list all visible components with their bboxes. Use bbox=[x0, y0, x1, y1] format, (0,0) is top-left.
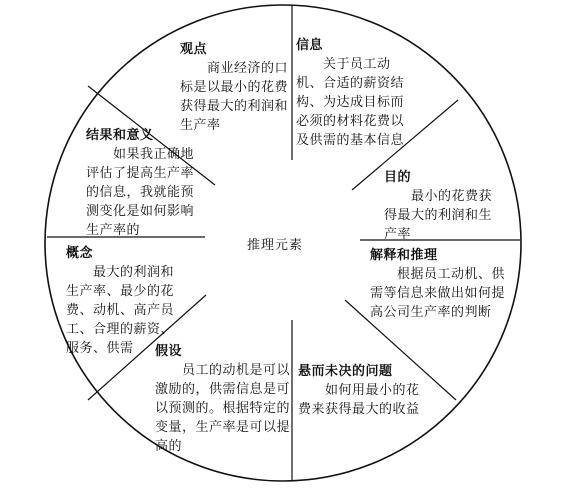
element-question bbox=[298, 362, 420, 419]
element-text: 最大的利润和生产率、最少的花费、动机、高产员工、合理的薪资、服务、供需 bbox=[66, 265, 175, 356]
element-title: 悬而未决的问题 bbox=[298, 364, 393, 379]
element-title: 假设 bbox=[155, 344, 183, 359]
element-text: 最小的花费获得最大的利润和生产率 bbox=[384, 189, 493, 242]
element-text: 商业经济的口标是以最小的花费获得最大的利润和生产率 bbox=[180, 61, 289, 133]
element-text: 如何用最小的花费来获得最大的收益 bbox=[298, 383, 420, 417]
element-text: 员工的动机是可以激励的，供需信息是可以预测的。根据特定的变量，生产率是可以提高的 bbox=[155, 363, 291, 454]
element-purpose bbox=[384, 168, 504, 244]
element-text: 如果我正确地评估了提高生产率的信息，我就能预测变化是如何影响生产率的 bbox=[86, 147, 195, 238]
element-text: 关于员工动机、合适的薪资结构、为达成目标而必须的材料花费以及供需的基本信息 bbox=[296, 57, 405, 148]
element-title: 结果和意义 bbox=[86, 128, 154, 143]
element-text: 根据员工动机、供需等信息来做出如何提高公司生产率的判断 bbox=[370, 267, 506, 320]
element-title: 解释和推理 bbox=[370, 248, 438, 263]
element-assumption bbox=[155, 342, 291, 456]
element-viewpoint bbox=[180, 40, 290, 135]
element-title: 概念 bbox=[66, 246, 94, 261]
element-implication bbox=[86, 126, 204, 240]
element-title: 观点 bbox=[180, 42, 208, 57]
center-label: 推理元素 bbox=[247, 238, 304, 253]
element-concept bbox=[66, 244, 184, 358]
element-title: 目的 bbox=[384, 170, 412, 185]
element-interpretation bbox=[370, 246, 506, 322]
element-information bbox=[296, 36, 414, 150]
element-title: 信息 bbox=[296, 38, 324, 53]
